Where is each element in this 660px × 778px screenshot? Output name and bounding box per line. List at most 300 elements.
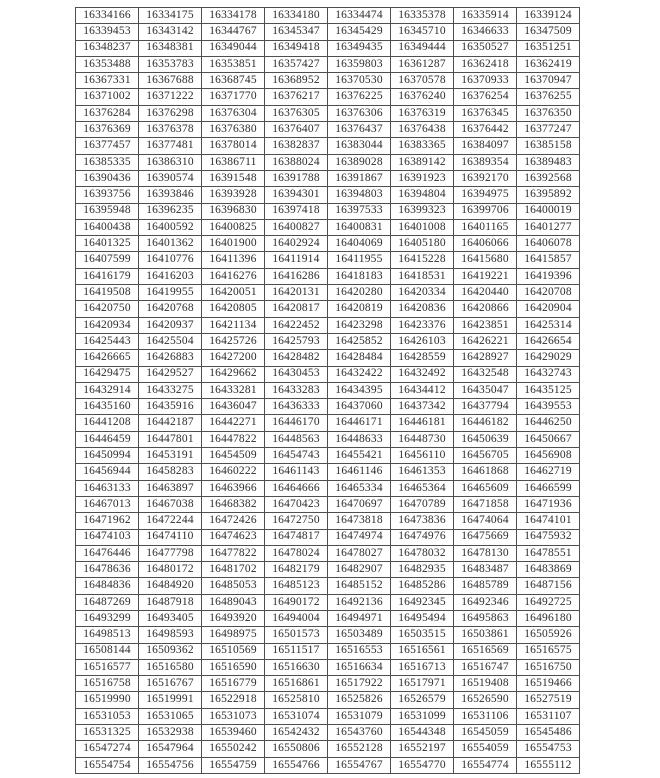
- number-cell: 16334175: [139, 8, 202, 24]
- number-cell: 16345429: [328, 24, 391, 40]
- number-cell: 16516861: [265, 676, 328, 692]
- number-cell: 16390436: [76, 170, 139, 186]
- number-cell: 16397418: [265, 203, 328, 219]
- number-cell: 16420750: [76, 301, 139, 317]
- number-cell: 16531325: [76, 725, 139, 741]
- number-cell: 16485789: [454, 578, 517, 594]
- number-cell: 16522918: [202, 692, 265, 708]
- number-cell: 16446459: [76, 431, 139, 447]
- number-cell: 16505926: [517, 627, 580, 643]
- number-cell: 16531073: [202, 708, 265, 724]
- number-cell: 16401900: [202, 236, 265, 252]
- number-cell: 16519991: [139, 692, 202, 708]
- number-cell: 16510569: [202, 643, 265, 659]
- number-cell: 16552197: [391, 741, 454, 757]
- number-cell: 16429475: [76, 366, 139, 382]
- number-cell: 16383044: [328, 138, 391, 154]
- table-row: [76, 252, 580, 268]
- number-cell: 16394975: [454, 187, 517, 203]
- number-cell: 16383365: [391, 138, 454, 154]
- number-cell: 16353851: [202, 56, 265, 72]
- number-cell: 16376298: [139, 105, 202, 121]
- number-cell: 16428927: [454, 350, 517, 366]
- number-cell: 16370947: [517, 73, 580, 89]
- number-cell: 16334166: [76, 8, 139, 24]
- number-cell: 16420805: [202, 301, 265, 317]
- number-cell: 16519408: [454, 676, 517, 692]
- number-cell: 16501573: [265, 627, 328, 643]
- number-cell: 16393846: [139, 187, 202, 203]
- number-cell: 16429527: [139, 366, 202, 382]
- table-row: [76, 285, 580, 301]
- number-cell: 16494971: [328, 610, 391, 626]
- table-row: [76, 138, 580, 154]
- number-cell: 16531099: [391, 708, 454, 724]
- number-cell: 16494004: [265, 610, 328, 626]
- number-cell: 16376438: [391, 122, 454, 138]
- number-cell: 16376407: [265, 122, 328, 138]
- number-cell: 16429029: [517, 350, 580, 366]
- number-cell: 16420866: [454, 301, 517, 317]
- number-cell: 16516580: [139, 659, 202, 675]
- table-row: [76, 56, 580, 72]
- number-cell: 16465364: [391, 480, 454, 496]
- number-cell: 16419221: [454, 268, 517, 284]
- number-cell: 16395892: [517, 187, 580, 203]
- number-cell: 16519990: [76, 692, 139, 708]
- table-row: [76, 333, 580, 349]
- number-cell: 16401277: [517, 219, 580, 235]
- table-row: [76, 8, 580, 24]
- number-cell: 16450994: [76, 448, 139, 464]
- number-cell: 16353488: [76, 56, 139, 72]
- number-cell: 16472750: [265, 513, 328, 529]
- number-cell: 16388024: [265, 154, 328, 170]
- number-cell: 16492136: [328, 594, 391, 610]
- number-cell: 16478551: [517, 545, 580, 561]
- number-cell: 16376225: [328, 89, 391, 105]
- number-cell: 16461353: [391, 464, 454, 480]
- number-cell: 16377481: [139, 138, 202, 154]
- number-cell: 16485053: [202, 578, 265, 594]
- number-cell: 16474817: [265, 529, 328, 545]
- number-cell: 16386310: [139, 154, 202, 170]
- number-cell: 16516553: [328, 643, 391, 659]
- number-cell: 16462719: [517, 464, 580, 480]
- number-cell: 16516713: [391, 659, 454, 675]
- number-cell: 16516577: [76, 659, 139, 675]
- number-cell: 16487156: [517, 578, 580, 594]
- table-row: [76, 73, 580, 89]
- number-cell: 16545059: [454, 725, 517, 741]
- number-cell: 16416286: [265, 268, 328, 284]
- table-row: [76, 317, 580, 333]
- number-cell: 16347509: [517, 24, 580, 40]
- number-cell: 16377247: [517, 122, 580, 138]
- number-cell: 16446250: [517, 415, 580, 431]
- number-cell: 16368952: [265, 73, 328, 89]
- number-cell: 16339124: [517, 8, 580, 24]
- table-row: [76, 692, 580, 708]
- number-cell: 16490172: [265, 594, 328, 610]
- number-cell: 16470423: [265, 496, 328, 512]
- number-cell: 16432914: [76, 382, 139, 398]
- number-cell: 16478024: [265, 545, 328, 561]
- number-cell: 16478636: [76, 562, 139, 578]
- number-cell: 16508144: [76, 643, 139, 659]
- table-row: [76, 757, 580, 773]
- table-row: [76, 578, 580, 594]
- number-cell: 16468382: [202, 496, 265, 512]
- number-cell: 16517922: [328, 676, 391, 692]
- number-cell: 16349444: [391, 40, 454, 56]
- number-cell: 16487269: [76, 594, 139, 610]
- number-cell: 16351251: [517, 40, 580, 56]
- number-cell: 16391548: [202, 170, 265, 186]
- number-cell: 16511517: [265, 643, 328, 659]
- number-cell: 16367688: [139, 73, 202, 89]
- number-cell: 16426221: [454, 333, 517, 349]
- number-cell: 16446182: [454, 415, 517, 431]
- table-row: [76, 187, 580, 203]
- number-cell: 16454743: [265, 448, 328, 464]
- number-cell: 16487918: [139, 594, 202, 610]
- number-cell: 16516767: [139, 676, 202, 692]
- number-cell: 16554759: [202, 757, 265, 773]
- number-cell: 16346633: [454, 24, 517, 40]
- number-cell: 16441208: [76, 415, 139, 431]
- number-cell: 16485286: [391, 578, 454, 594]
- number-cell: 16407599: [76, 252, 139, 268]
- number-cell: 16465334: [328, 480, 391, 496]
- number-cell: 16435125: [517, 382, 580, 398]
- number-cell: 16477822: [202, 545, 265, 561]
- number-cell: 16465609: [454, 480, 517, 496]
- number-cell: 16376306: [328, 105, 391, 121]
- number-cell: 16484920: [139, 578, 202, 594]
- number-cell: 16432492: [391, 366, 454, 382]
- number-cell: 16554767: [328, 757, 391, 773]
- number-cell: 16525826: [328, 692, 391, 708]
- number-cell: 16399323: [391, 203, 454, 219]
- number-cell: 16384097: [454, 138, 517, 154]
- number-cell: 16423851: [454, 317, 517, 333]
- number-cell: 16420131: [265, 285, 328, 301]
- number-cell: 16461143: [265, 464, 328, 480]
- number-cell: 16428484: [328, 350, 391, 366]
- number-cell: 16406066: [454, 236, 517, 252]
- number-cell: 16389142: [391, 154, 454, 170]
- number-cell: 16391867: [328, 170, 391, 186]
- number-cell: 16419396: [517, 268, 580, 284]
- number-cell: 16395948: [76, 203, 139, 219]
- number-cell: 16420768: [139, 301, 202, 317]
- number-cell: 16378014: [202, 138, 265, 154]
- number-cell: 16426103: [391, 333, 454, 349]
- number-cell: 16349044: [202, 40, 265, 56]
- table-row: [76, 154, 580, 170]
- number-cell: 16547274: [76, 741, 139, 757]
- number-cell: 16447822: [202, 431, 265, 447]
- number-cell: 16482907: [328, 562, 391, 578]
- number-cell: 16554774: [454, 757, 517, 773]
- number-cell: 16432422: [328, 366, 391, 382]
- number-cell: 16394301: [265, 187, 328, 203]
- number-cell: 16555112: [517, 757, 580, 773]
- number-cell: 16492346: [454, 594, 517, 610]
- number-cell: 16476446: [76, 545, 139, 561]
- number-cell: 16542432: [265, 725, 328, 741]
- number-cell: 16418183: [328, 268, 391, 284]
- number-cell: 16362419: [517, 56, 580, 72]
- number-cell: 16503515: [391, 627, 454, 643]
- number-cell: 16478027: [328, 545, 391, 561]
- number-cell: 16368745: [202, 73, 265, 89]
- number-cell: 16430453: [265, 366, 328, 382]
- number-cell: 16450667: [517, 431, 580, 447]
- number-cell: 16554754: [76, 757, 139, 773]
- number-cell: 16428559: [391, 350, 454, 366]
- number-cell: 16405180: [391, 236, 454, 252]
- number-cell: 16394804: [391, 187, 454, 203]
- number-cell: 16503489: [328, 627, 391, 643]
- number-cell: 16470789: [391, 496, 454, 512]
- number-cell: 16554756: [139, 757, 202, 773]
- number-cell: 16455421: [328, 448, 391, 464]
- number-cell: 16492345: [391, 594, 454, 610]
- number-cell: 16420440: [454, 285, 517, 301]
- number-cell: 16485152: [328, 578, 391, 594]
- number-cell: 16482179: [265, 562, 328, 578]
- number-cell: 16531107: [517, 708, 580, 724]
- number-cell: 16433283: [265, 382, 328, 398]
- number-cell: 16450639: [454, 431, 517, 447]
- number-cell: 16526590: [454, 692, 517, 708]
- number-cell: 16435047: [454, 382, 517, 398]
- number-cell: 16420817: [265, 301, 328, 317]
- number-cell: 16432548: [454, 366, 517, 382]
- number-cell: 16550806: [265, 741, 328, 757]
- number-cell: 16400827: [265, 219, 328, 235]
- number-cell: 16516630: [265, 659, 328, 675]
- number-cell: 16471936: [517, 496, 580, 512]
- number-cell: 16448563: [265, 431, 328, 447]
- number-cell: 16357427: [265, 56, 328, 72]
- number-cell: 16496180: [517, 610, 580, 626]
- number-cell: 16489043: [202, 594, 265, 610]
- number-cell: 16498593: [139, 627, 202, 643]
- number-cell: 16416203: [139, 268, 202, 284]
- number-cell: 16435916: [139, 399, 202, 415]
- number-cell: 16543760: [328, 725, 391, 741]
- number-cell: 16392170: [454, 170, 517, 186]
- number-cell: 16425726: [202, 333, 265, 349]
- number-cell: 16531106: [454, 708, 517, 724]
- number-cell: 16344767: [202, 24, 265, 40]
- number-cell: 16448730: [391, 431, 454, 447]
- number-cell: 16376254: [454, 89, 517, 105]
- number-cell: 16420934: [76, 317, 139, 333]
- number-cell: 16516634: [328, 659, 391, 675]
- number-cell: 16400831: [328, 219, 391, 235]
- number-cell: 16509362: [139, 643, 202, 659]
- number-cell: 16420280: [328, 285, 391, 301]
- number-cell: 16456705: [454, 448, 517, 464]
- number-cell: 16353783: [139, 56, 202, 72]
- number-cell: 16420334: [391, 285, 454, 301]
- number-cell: 16532938: [139, 725, 202, 741]
- number-cell: 16348237: [76, 40, 139, 56]
- number-cell: 16442271: [202, 415, 265, 431]
- number-cell: 16376217: [265, 89, 328, 105]
- number-cell: 16471858: [454, 496, 517, 512]
- number-cell: 16334178: [202, 8, 265, 24]
- number-cell: 16481702: [202, 562, 265, 578]
- number-cell: 16376240: [391, 89, 454, 105]
- number-cell: 16484836: [76, 578, 139, 594]
- number-cell: 16437794: [454, 399, 517, 415]
- number-cell: 16516590: [202, 659, 265, 675]
- number-cell: 16367331: [76, 73, 139, 89]
- number-cell: 16425852: [328, 333, 391, 349]
- number-cell: 16527519: [517, 692, 580, 708]
- table-row: [76, 301, 580, 317]
- number-cell: 16516750: [517, 659, 580, 675]
- number-cell: 16376304: [202, 105, 265, 121]
- number-cell: 16416276: [202, 268, 265, 284]
- number-cell: 16439553: [517, 399, 580, 415]
- number-cell: 16471962: [76, 513, 139, 529]
- table-row: [76, 431, 580, 447]
- number-cell: 16420937: [139, 317, 202, 333]
- number-cell: 16419955: [139, 285, 202, 301]
- number-cell: 16474974: [328, 529, 391, 545]
- number-cell: 16415228: [391, 252, 454, 268]
- number-cell: 16446171: [328, 415, 391, 431]
- number-cell: 16385335: [76, 154, 139, 170]
- table-row: [76, 627, 580, 643]
- number-cell: 16400019: [517, 203, 580, 219]
- number-cell: 16386711: [202, 154, 265, 170]
- number-cell: 16516561: [391, 643, 454, 659]
- number-cell: 16359803: [328, 56, 391, 72]
- table-row: [76, 105, 580, 121]
- number-cell: 16402924: [265, 236, 328, 252]
- number-cell: 16544348: [391, 725, 454, 741]
- number-cell: 16400438: [76, 219, 139, 235]
- number-cell: 16470697: [328, 496, 391, 512]
- number-cell: 16437342: [391, 399, 454, 415]
- number-cell: 16436333: [265, 399, 328, 415]
- number-cell: 16376319: [391, 105, 454, 121]
- number-cell: 16436047: [202, 399, 265, 415]
- number-cell: 16401362: [139, 236, 202, 252]
- number-cell: 16371002: [76, 89, 139, 105]
- number-cell: 16389028: [328, 154, 391, 170]
- number-cell: 16334180: [265, 8, 328, 24]
- number-cell: 16418531: [391, 268, 454, 284]
- number-cell: 16423298: [328, 317, 391, 333]
- number-cell: 16426654: [517, 333, 580, 349]
- number-cell: 16516569: [454, 643, 517, 659]
- number-cell: 16516779: [202, 676, 265, 692]
- number-cell: 16390574: [139, 170, 202, 186]
- table-row: [76, 382, 580, 398]
- number-cell: 16550242: [202, 741, 265, 757]
- number-cell: 16410776: [139, 252, 202, 268]
- number-cell: 16526579: [391, 692, 454, 708]
- number-cell: 16401165: [454, 219, 517, 235]
- number-cell: 16376378: [139, 122, 202, 138]
- number-cell: 16371222: [139, 89, 202, 105]
- number-cell: 16478032: [391, 545, 454, 561]
- number-cell: 16478130: [454, 545, 517, 561]
- number-cell: 16393756: [76, 187, 139, 203]
- number-cell: 16376345: [454, 105, 517, 121]
- number-cell: 16433281: [202, 382, 265, 398]
- number-cell: 16432743: [517, 366, 580, 382]
- number-cell: 16554766: [265, 757, 328, 773]
- number-table: [75, 7, 580, 774]
- number-cell: 16463897: [139, 480, 202, 496]
- number-cell: 16425314: [517, 317, 580, 333]
- number-cell: 16389354: [454, 154, 517, 170]
- number-cell: 16466599: [517, 480, 580, 496]
- table-row: [76, 268, 580, 284]
- table-row: [76, 643, 580, 659]
- number-cell: 16392568: [517, 170, 580, 186]
- number-cell: 16473836: [391, 513, 454, 529]
- number-cell: 16335378: [391, 8, 454, 24]
- number-cell: 16420051: [202, 285, 265, 301]
- number-cell: 16421134: [202, 317, 265, 333]
- number-cell: 16394803: [328, 187, 391, 203]
- number-cell: 16397533: [328, 203, 391, 219]
- number-cell: 16516575: [517, 643, 580, 659]
- table-row: [76, 24, 580, 40]
- number-cell: 16448633: [328, 431, 391, 447]
- number-cell: 16376255: [517, 89, 580, 105]
- number-cell: 16461868: [454, 464, 517, 480]
- number-cell: 16426665: [76, 350, 139, 366]
- number-cell: 16376437: [328, 122, 391, 138]
- table-row: [76, 708, 580, 724]
- number-cell: 16411396: [202, 252, 265, 268]
- number-cell: 16493405: [139, 610, 202, 626]
- number-cell: 16477798: [139, 545, 202, 561]
- number-cell: 16376369: [76, 122, 139, 138]
- number-cell: 16420836: [391, 301, 454, 317]
- number-cell: 16419508: [76, 285, 139, 301]
- number-table-body: [76, 8, 580, 774]
- table-row: [76, 562, 580, 578]
- table-row: [76, 366, 580, 382]
- number-cell: 16472244: [139, 513, 202, 529]
- number-cell: 16391923: [391, 170, 454, 186]
- number-cell: 16516747: [454, 659, 517, 675]
- number-cell: 16463133: [76, 480, 139, 496]
- number-cell: 16461146: [328, 464, 391, 480]
- number-cell: 16434412: [391, 382, 454, 398]
- table-row: [76, 513, 580, 529]
- number-cell: 16362418: [454, 56, 517, 72]
- number-cell: 16420904: [517, 301, 580, 317]
- number-cell: 16495863: [454, 610, 517, 626]
- number-cell: 16554059: [454, 741, 517, 757]
- number-cell: 16442187: [139, 415, 202, 431]
- number-cell: 16345710: [391, 24, 454, 40]
- table-row: [76, 594, 580, 610]
